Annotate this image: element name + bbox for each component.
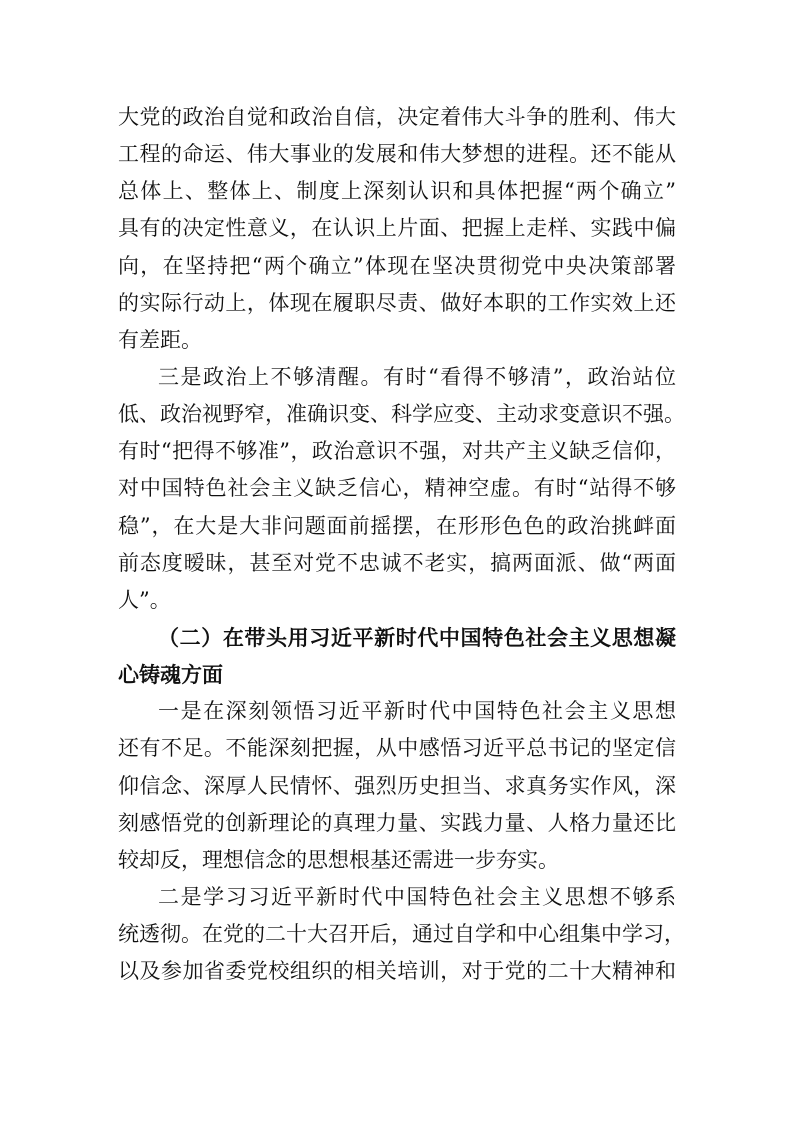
text-line: 一是在深刻领悟习近平新时代中国特色社会主义思想 [158,699,676,724]
text-line: 对中国特色社会主义缺乏信心，精神空虚。有时“站得不够 [118,476,676,501]
text-line: 刻感悟党的创新理论的真理力量、实践力量、人格力量还比 [118,810,676,835]
document-page [118,99,685,990]
text-line: 还有不足。不能深刻把握，从中感悟习近平总书记的坚定信 [118,736,676,761]
text-line: 有差距。 [118,327,202,352]
text-line: 较却反，理想信念的思想根基还需进一步夯实。 [118,847,559,872]
text-line: 大党的政治自觉和政治自信，决定着伟大斗争的胜利、伟大 [118,105,676,129]
section-heading [118,619,676,693]
text-line: 三是政治上不够清醒。有时“看得不够清”，政治站位 [158,364,676,389]
text-line: （二）在带头用习近平新时代中国特色社会主义思想凝 [158,624,676,650]
text-line: 二是学习习近平新时代中国特色社会主义思想不够系 [158,884,676,909]
text-line: 向，在坚持把“两个确立”体现在坚决贯彻党中央决策部署 [118,253,676,278]
text-line: 具有的决定性意义，在认识上片面、把握上走样、实践中偏 [118,216,676,241]
text-line: 低、政治视野窄，准确识变、科学应变、主动求变意识不强。 [118,402,685,427]
text-line: 前态度暧昧，甚至对党不忠诚不老实，搞两面派、做“两面 [118,550,676,575]
text-line: 稳”，在大是大非问题面前摇摆，在形形色色的政治挑衅面 [118,513,676,538]
text-line: 统透彻。在党的二十大召开后，通过自学和中心组集中学习， [118,922,685,947]
body-paragraph [118,99,676,359]
text-line: 以及参加省委党校组织的相关培训，对于党的二十大精神和 [118,959,676,984]
text-line: 总体上、整体上、制度上深刻认识和具体把握“两个确立” [118,179,676,204]
text-line: 心铸魂方面 [118,662,223,688]
body-paragraph [118,359,685,619]
body-paragraph [118,693,676,879]
text-line: 的实际行动上，体现在履职尽责、做好本职的工作实效上还 [118,290,676,315]
text-line: 有时“把得不够准”，政治意识不强，对共产主义缺乏信仰， [118,439,676,464]
body-paragraph [118,879,685,990]
text-line: 人”。 [118,587,171,612]
text-line: 工程的命运、伟大事业的发展和伟大梦想的进程。还不能从 [118,142,676,167]
text-line: 仰信念、深厚人民情怀、强烈历史担当、求真务实作风，深 [118,773,676,798]
